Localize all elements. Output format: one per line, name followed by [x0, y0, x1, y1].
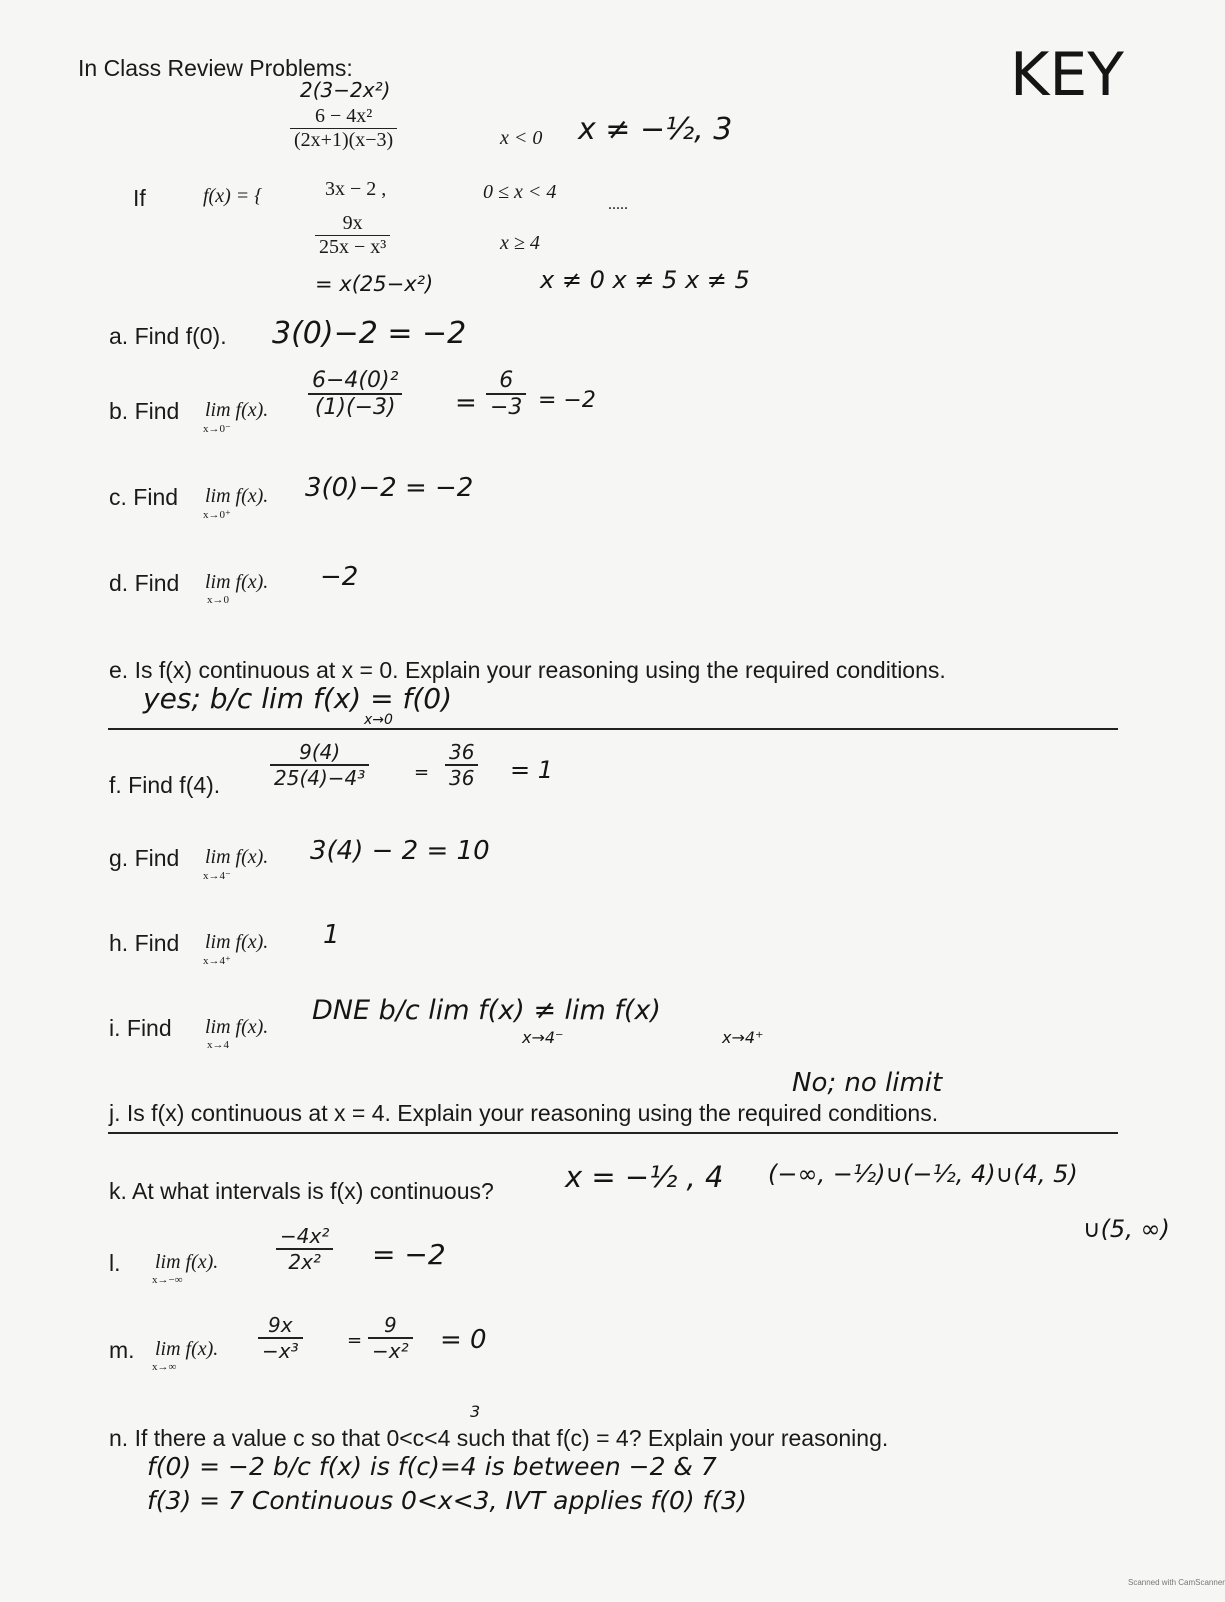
question-g-limit: lim f(x).	[205, 846, 269, 868]
question-h-answer: 1	[323, 920, 340, 950]
question-a-label: a. Find f(0).	[109, 323, 227, 349]
question-a-answer: 3(0)−2 = −2	[272, 316, 467, 351]
question-m-equals: =	[347, 1330, 363, 1351]
question-m-subscript: x→∞	[152, 1361, 177, 1373]
piece1-hw-note: x ≠ −½, 3	[578, 112, 733, 147]
question-e-answer: yes; b/c lim f(x) = f(0)	[143, 682, 453, 715]
question-f-answer-fraction	[270, 740, 369, 790]
question-i-subscript-left: x→4⁻	[522, 1028, 564, 1047]
question-b-answer-fraction2	[486, 368, 526, 420]
piece1-fraction	[290, 105, 397, 152]
question-f-answer-denominator2: 36	[449, 766, 475, 790]
question-n-label: n. If there a value c so that 0<c<4 such that f(c) = 4? Explain your reasoning.	[109, 1425, 889, 1451]
question-m-answer-numerator: 9x	[258, 1313, 303, 1339]
piece3-numerator: 9x	[315, 212, 390, 236]
piece3-denominator: 25x − x³	[319, 236, 387, 258]
piece3-hw-denominator: = x(25−x²)	[315, 272, 434, 296]
if-label: If	[133, 185, 146, 211]
question-l-subscript: x→−∞	[152, 1274, 183, 1286]
question-b-equals: =	[455, 388, 477, 418]
divider-e	[108, 728, 1118, 730]
question-l-answer-numerator: −4x²	[276, 1224, 333, 1250]
question-b-answer-fraction	[308, 368, 402, 420]
question-m-label: m.	[109, 1337, 135, 1363]
question-b-answer-numerator2: 6	[486, 368, 526, 395]
question-c-limit: lim f(x).	[205, 485, 269, 507]
question-f-equals: =	[414, 762, 430, 783]
question-m-answer-numerator2: 9	[368, 1313, 413, 1339]
piece2-expression: 3x − 2 ,	[325, 178, 387, 200]
piece1-denominator: (2x+1)(x−3)	[294, 129, 394, 151]
question-d-answer: −2	[320, 562, 359, 592]
question-l-answer-fraction	[276, 1224, 333, 1274]
question-l-label: l.	[109, 1250, 121, 1276]
question-d-limit: lim f(x).	[205, 571, 269, 593]
question-b-answer-denominator: (1)(−3)	[314, 395, 396, 420]
question-l-answer-tail: = −2	[372, 1238, 446, 1271]
question-m-answer-fraction2	[368, 1313, 413, 1363]
question-b-limit: lim f(x).	[205, 399, 269, 421]
question-i-subscript-right: x→4⁺	[722, 1028, 764, 1047]
question-d-label: d. Find	[109, 570, 180, 596]
question-l-answer-denominator: 2x²	[288, 1250, 321, 1274]
page-title: In Class Review Problems:	[78, 55, 353, 81]
question-e-label: e. Is f(x) continuous at x = 0. Explain your reasoning using the required conditions.	[109, 657, 946, 683]
question-c-label: c. Find	[109, 484, 179, 510]
question-h-subscript: x→4⁺	[203, 955, 231, 967]
question-f-answer-numerator: 9(4)	[270, 740, 369, 766]
question-b-answer-denominator2: −3	[490, 395, 523, 420]
question-i-answer: DNE b/c lim f(x) ≠ lim f(x)	[312, 995, 661, 1026]
question-f-label: f. Find f(4).	[109, 772, 221, 798]
question-b-answer-tail: = −2	[538, 388, 596, 413]
question-f-answer-fraction2	[445, 740, 478, 790]
question-m-answer-fraction	[258, 1313, 303, 1363]
question-j-answer: No; no limit	[792, 1068, 943, 1098]
question-n-answer-line2: f(3) = 7 Continuous 0<x<3, IVT applies f(0) f(3)	[147, 1486, 747, 1515]
question-b-label: b. Find	[109, 398, 180, 424]
question-m-answer-tail: = 0	[440, 1325, 487, 1355]
question-i-limit: lim f(x).	[205, 1016, 269, 1038]
question-m-answer-denominator2: −x²	[372, 1339, 409, 1363]
piece2-condition: 0 ≤ x < 4	[483, 181, 557, 203]
question-f-answer-denominator: 25(4)−4³	[274, 766, 366, 790]
question-i-subscript: x→4	[207, 1039, 229, 1051]
fx-label: f(x) = {	[203, 185, 263, 207]
question-k-label: k. At what intervals is f(x) continuous?	[109, 1178, 494, 1204]
question-h-limit: lim f(x).	[205, 931, 269, 953]
question-b-subscript: x→0⁻	[203, 423, 231, 435]
question-i-label: i. Find	[109, 1015, 172, 1041]
piece1-numerator: 6 − 4x²	[290, 105, 397, 129]
question-f-answer-numerator2: 36	[445, 740, 478, 766]
question-n-hw-note: 3	[470, 1402, 481, 1421]
piece1-condition: x < 0	[500, 127, 543, 149]
question-k-answer: x = −½ , 4	[565, 1160, 724, 1194]
question-k-answer-intervals-cont: ∪(5, ∞)	[1083, 1215, 1170, 1243]
piece2-hw-note: .....	[608, 196, 628, 213]
question-j-label: j. Is f(x) continuous at x = 4. Explain your reasoning using the required conditions.	[109, 1100, 939, 1126]
question-e-subscript: x→0	[364, 712, 393, 728]
piece3-hw-note: x ≠ 0 x ≠ 5 x ≠ 5	[540, 266, 750, 294]
question-g-subscript: x→4⁻	[203, 870, 231, 882]
piece3-condition: x ≥ 4	[500, 232, 540, 254]
question-c-answer: 3(0)−2 = −2	[305, 473, 474, 503]
question-l-limit: lim f(x).	[155, 1251, 219, 1273]
key-label: KEY	[1010, 40, 1124, 110]
divider-j	[108, 1132, 1118, 1134]
question-d-subscript: x→0	[207, 594, 229, 606]
piece1-hw-numerator: 2(3−2x²)	[300, 78, 391, 102]
question-m-answer-denominator: −x³	[262, 1339, 299, 1363]
question-c-subscript: x→0⁺	[203, 509, 231, 521]
piece3-fraction	[315, 212, 390, 259]
scanner-watermark: Scanned with CamScanner	[1128, 1578, 1225, 1587]
question-m-limit: lim f(x).	[155, 1338, 219, 1360]
question-h-label: h. Find	[109, 930, 180, 956]
question-g-answer: 3(4) − 2 = 10	[310, 836, 490, 866]
question-n-answer-line1: f(0) = −2 b/c f(x) is f(c)=4 is between −2 & 7	[147, 1452, 717, 1481]
question-k-answer-intervals: (−∞, −½)∪(−½, 4)∪(4, 5)	[768, 1160, 1078, 1188]
question-f-answer-tail: = 1	[510, 756, 554, 784]
question-g-label: g. Find	[109, 845, 180, 871]
question-b-answer-numerator: 6−4(0)²	[308, 368, 402, 395]
